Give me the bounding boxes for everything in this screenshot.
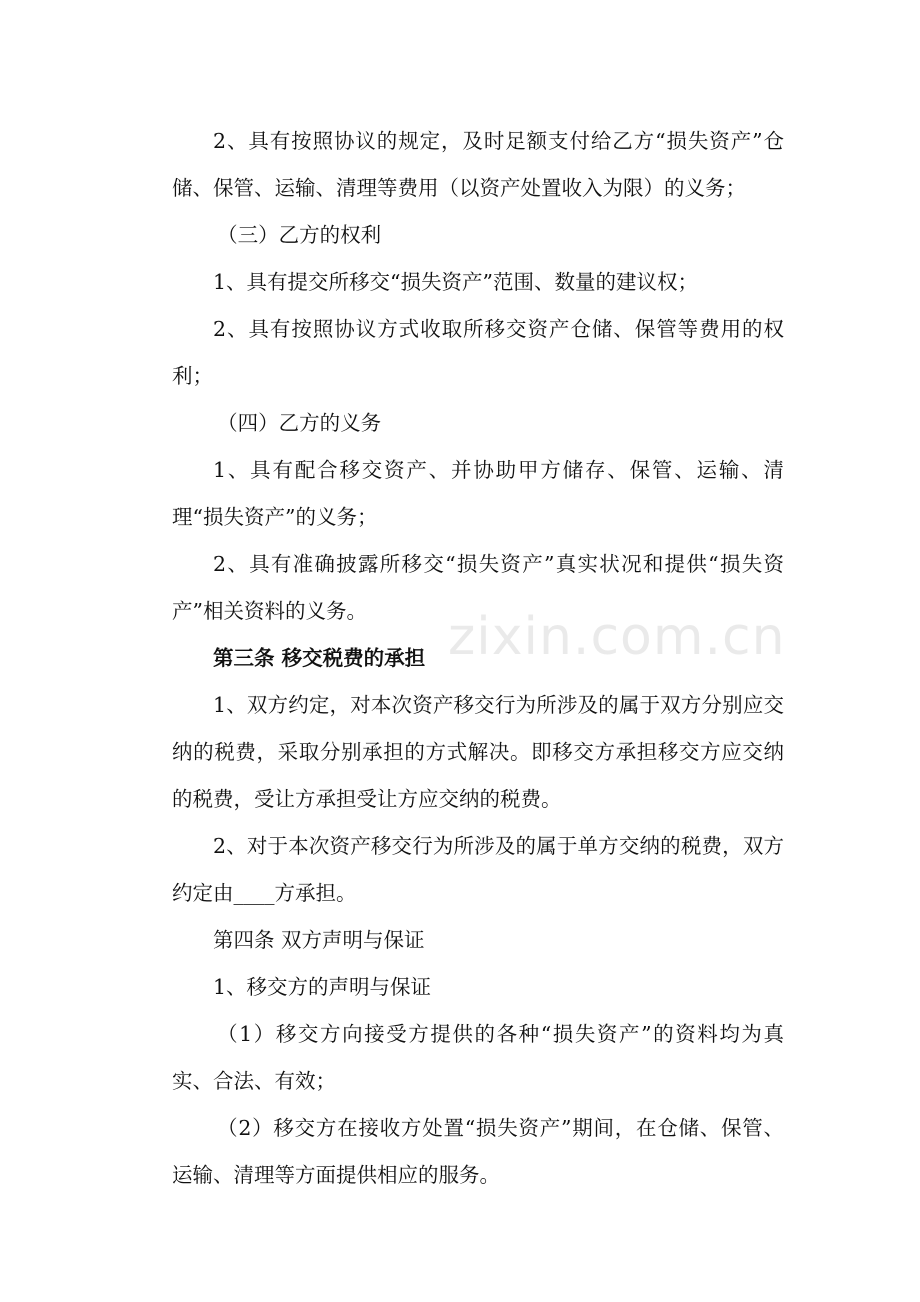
paragraph-tax-clause-1: 1、双方约定，对本次资产移交行为所涉及的属于双方分别应交纳的税费，采取分别承担的方式解决。即移交方承担移交方应交纳的税费，受让方承担受让方应交纳的税费。 xyxy=(172,693,784,811)
heading-party-b-rights: （三）乙方的权利 xyxy=(217,223,382,247)
paragraph-party-a-payment-obligation: 2、具有按照协议的规定，及时足额支付给乙方“损失资产”仓储、保管、运输、清理等费用（以资产处置收入为限）的义务； xyxy=(172,129,784,200)
heading-party-b-obligations: （四）乙方的义务 xyxy=(217,411,382,435)
heading-article-3: 第三条 移交税费的承担 xyxy=(213,646,426,670)
paragraph-declaration-1: （1）移交方向接受方提供的各种“损失资产”的资料均为真实、合法、有效； xyxy=(172,1022,784,1093)
paragraph-party-b-right-2: 2、具有按照协议方式收取所移交资产仓储、保管等费用的权利； xyxy=(172,317,784,388)
site-watermark: zixin.com.cn xyxy=(448,607,786,667)
paragraph-party-b-obligation-1: 1、具有配合移交资产、并协助甲方储存、保管、运输、清理“损失资产”的义务； xyxy=(172,458,784,529)
document-body xyxy=(172,118,784,1199)
heading-transferor-declarations: 1、移交方的声明与保证 xyxy=(213,975,432,999)
paragraph-tax-clause-2: 2、对于本次资产移交行为所涉及的属于单方交纳的税费，双方约定由____方承担。 xyxy=(172,834,784,905)
paragraph-party-b-obligation-2: 2、具有准确披露所移交“损失资产”真实状况和提供“损失资产”相关资料的义务。 xyxy=(172,552,784,623)
paragraph-declaration-2: （2）移交方在接收方处置“损失资产”期间，在仓储、保管、运输、清理等方面提供相应的服务。 xyxy=(172,1116,784,1187)
heading-article-4: 第四条 双方声明与保证 xyxy=(213,928,425,952)
paragraph-party-b-right-1: 1、具有提交所移交“损失资产”范围、数量的建议权； xyxy=(213,270,699,294)
